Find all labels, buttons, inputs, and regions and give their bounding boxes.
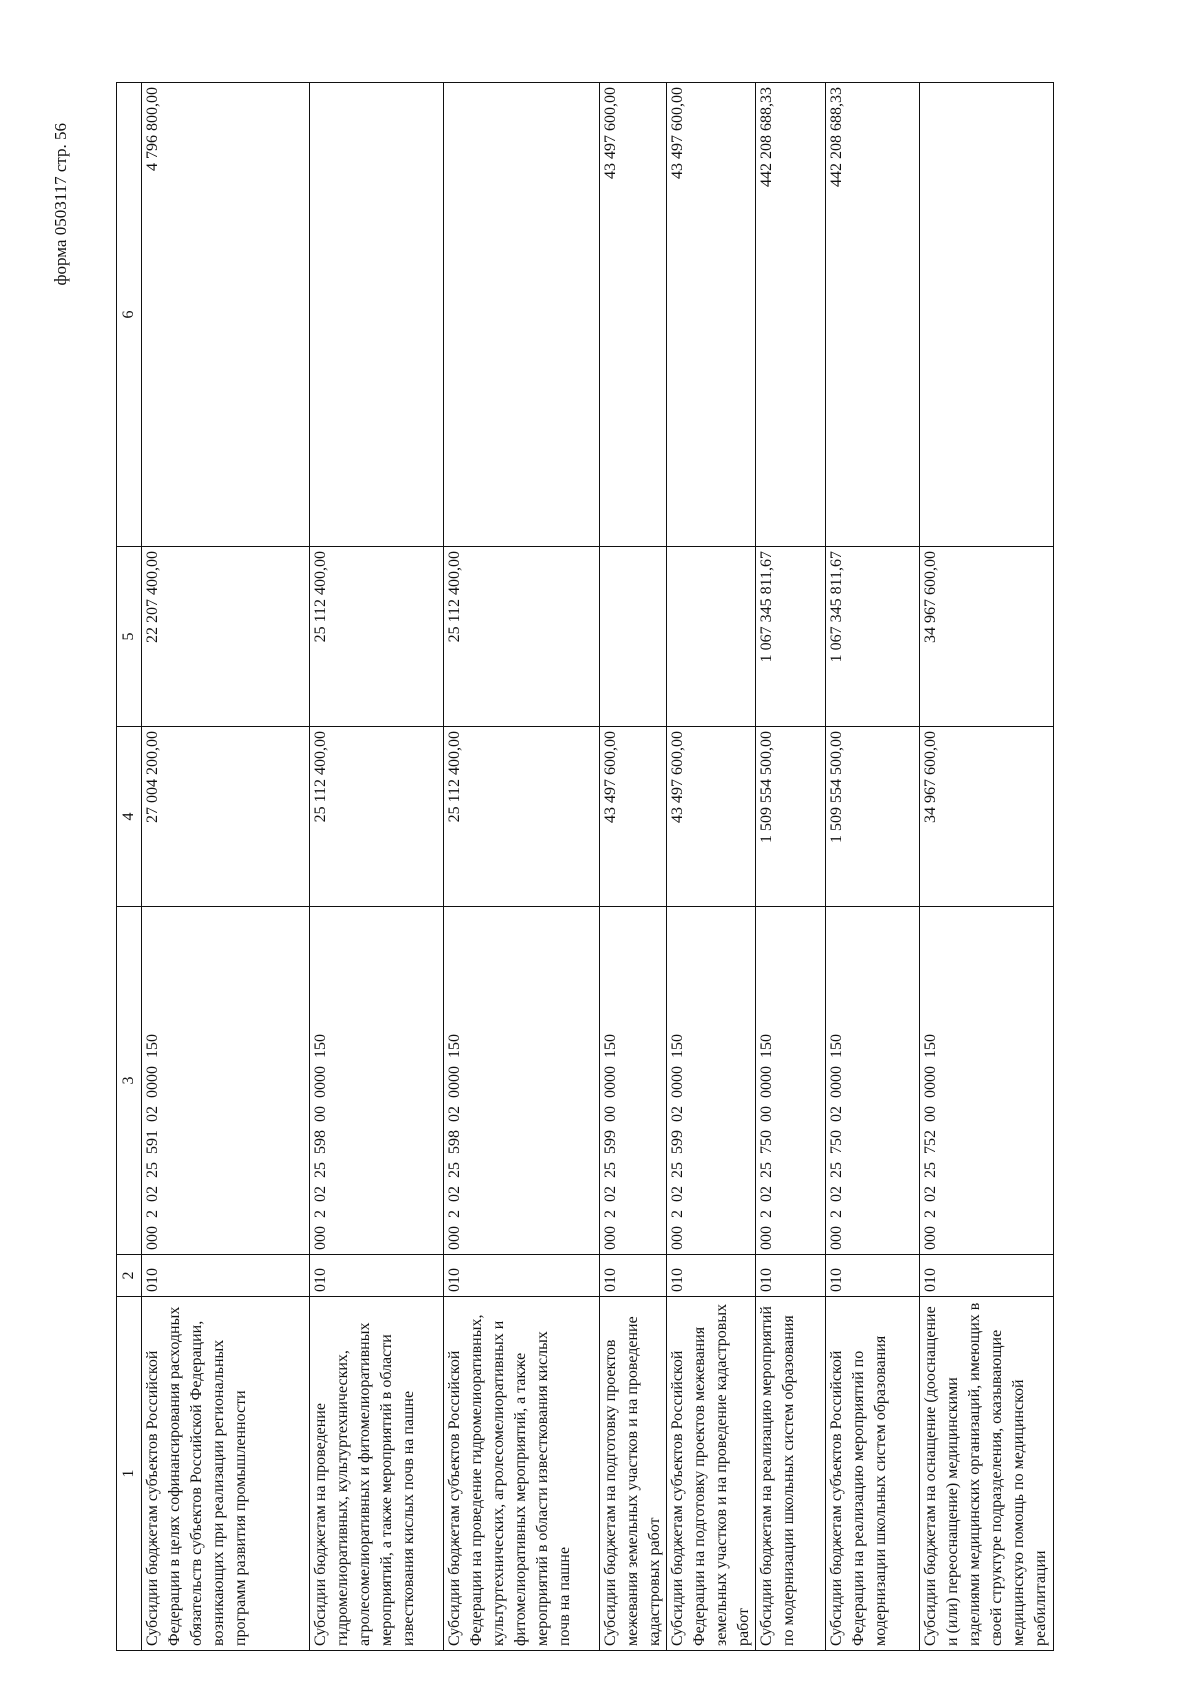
form-label: форма 0503117 стр. 56 [51,123,70,286]
report-table [116,82,1054,1651]
approved-amount-cell: 43 497 600,00 [667,727,756,907]
row-name-cell: Субсидии бюджетам на подготовку проектов межевания земельных участков и на проведение кадастровых работ [600,1297,667,1651]
column-header-2: 2 [117,1255,142,1297]
table-row [920,83,1054,1651]
budget-code-cell: 000 2 02 25 752 00 0000 150 [920,907,1054,1255]
unexecuted-amount-cell: 442 208 688,33 [826,83,920,547]
approved-amount-cell: 25 112 400,00 [310,727,444,907]
row-name-cell: Субсидии бюджетам субъектов Российской Федерации на подготовку проектов межевания земельных участков и на проведение кадастровых работ [667,1297,756,1651]
column-header-6: 6 [117,83,142,547]
executed-amount-cell: 25 112 400,00 [310,547,444,727]
row-name-cell: Субсидии бюджетам субъектов Российской Федерации на реализацию мероприятий по модернизации школьных систем образования [826,1297,920,1651]
row-name-cell: Субсидии бюджетам субъектов Российской Федерации на проведение гидромелиоративных, культуртехнических, агролесомелиоративных и фитомелиоративных мероприятий, а также мероприятий в области известкования кислых почв на пашне [444,1297,600,1651]
table-row [756,83,826,1651]
budget-code-cell: 000 2 02 25 750 02 0000 150 [826,907,920,1255]
unexecuted-amount-cell: 442 208 688,33 [756,83,826,547]
executed-amount-cell: 1 067 345 811,67 [826,547,920,727]
column-number-row [117,83,142,1651]
budget-code-cell: 000 2 02 25 599 02 0000 150 [667,907,756,1255]
budget-code-cell: 000 2 02 25 598 00 0000 150 [310,907,444,1255]
budget-code-cell: 000 2 02 25 591 02 0000 150 [142,907,310,1255]
line-code-cell: 010 [142,1255,310,1297]
row-name-cell: Субсидии бюджетам на реализацию мероприятий по модернизации школьных систем образования [756,1297,826,1651]
line-code-cell: 010 [310,1255,444,1297]
line-code-cell: 010 [600,1255,667,1297]
approved-amount-cell: 27 004 200,00 [142,727,310,907]
column-header-1: 1 [117,1297,142,1651]
unexecuted-amount-cell: 43 497 600,00 [600,83,667,547]
budget-code-cell: 000 2 02 25 750 00 0000 150 [756,907,826,1255]
unexecuted-amount-cell: 4 796 800,00 [142,83,310,547]
report-table-container [116,83,1049,1651]
unexecuted-amount-cell: 43 497 600,00 [667,83,756,547]
line-code-cell: 010 [444,1255,600,1297]
executed-amount-cell: 22 207 400,00 [142,547,310,727]
executed-amount-cell [667,547,756,727]
row-name-cell: Субсидии бюджетам на оснащение (дооснащение и (или) переоснащение) медицинскими изделиями медицинских организаций, имеющих в своей структуре подразделения, оказывающие медицинскую помощь по медицинской реабилитации [920,1297,1054,1651]
row-name-cell: Субсидии бюджетам субъектов Российской Федерации в целях софинансирования расходных обязательств субъектов Российской Федерации, возникающих при реализации региональных программ развития промышленности [142,1297,310,1651]
line-code-cell: 010 [826,1255,920,1297]
executed-amount-cell: 34 967 600,00 [920,547,1054,727]
executed-amount-cell: 25 112 400,00 [444,547,600,727]
executed-amount-cell [600,547,667,727]
table-row [600,83,667,1651]
unexecuted-amount-cell [920,83,1054,547]
table-row [444,83,600,1651]
executed-amount-cell: 1 067 345 811,67 [756,547,826,727]
column-header-3: 3 [117,907,142,1255]
unexecuted-amount-cell [310,83,444,547]
table-row [310,83,444,1651]
column-header-5: 5 [117,547,142,727]
row-name-cell: Субсидии бюджетам на проведение гидромелиоративных, культуртехнических, агролесомелиоративных и фитомелиоративных мероприятий, а также мероприятий в области известкования кислых почв на пашне [310,1297,444,1651]
budget-code-cell: 000 2 02 25 598 02 0000 150 [444,907,600,1255]
approved-amount-cell: 1 509 554 500,00 [826,727,920,907]
line-code-cell: 010 [756,1255,826,1297]
line-code-cell: 010 [920,1255,1054,1297]
table-row [667,83,756,1651]
line-code-cell: 010 [667,1255,756,1297]
table-row [142,83,310,1651]
approved-amount-cell: 25 112 400,00 [444,727,600,907]
column-header-4: 4 [117,727,142,907]
table-row [826,83,920,1651]
unexecuted-amount-cell [444,83,600,547]
approved-amount-cell: 43 497 600,00 [600,727,667,907]
approved-amount-cell: 34 967 600,00 [920,727,1054,907]
budget-code-cell: 000 2 02 25 599 00 0000 150 [600,907,667,1255]
table-body [142,83,1054,1651]
approved-amount-cell: 1 509 554 500,00 [756,727,826,907]
